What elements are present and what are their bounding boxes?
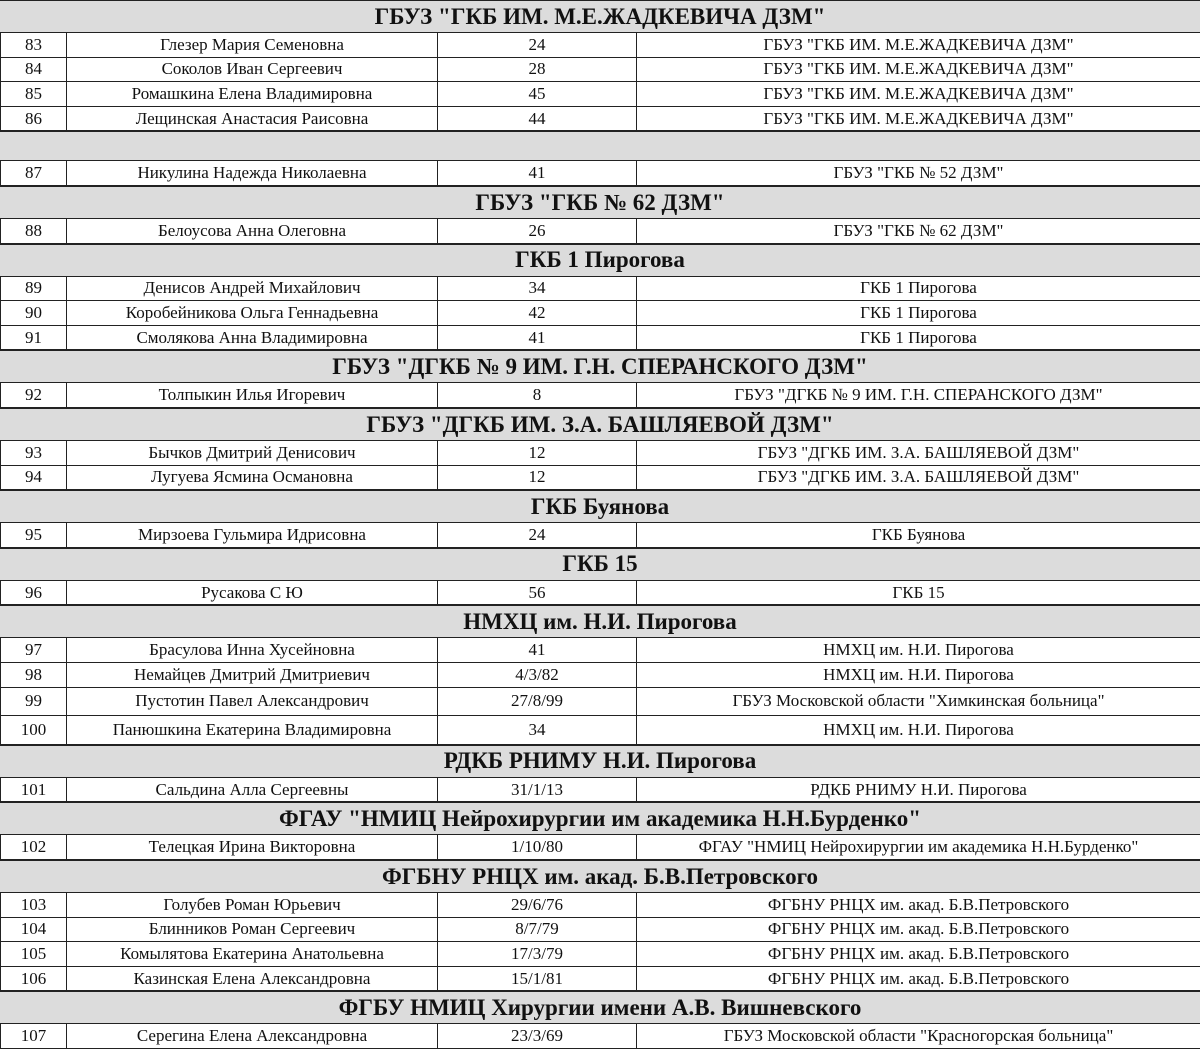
person-name: Немайцев Дмитрий Дмитриевич (67, 663, 438, 687)
row-number: 85 (0, 82, 67, 106)
row-number: 103 (0, 893, 67, 917)
row-number: 101 (0, 778, 67, 802)
organization-name: ГБУЗ "ДГКБ ИМ. З.А. БАШЛЯЕВОЙ ДЗМ" (757, 442, 1080, 462)
section-title: ГКБ 1 Пирогова (515, 247, 685, 273)
row-value: 8/7/79 (438, 918, 637, 942)
table-row (0, 326, 1200, 351)
row-number: 98 (0, 663, 67, 687)
row-value: 31/1/13 (438, 778, 637, 802)
person-name: Белоусова Анна Олеговна (67, 219, 438, 243)
organization-name: ГБУЗ "ДГКБ ИМ. З.А. БАШЛЯЕВОЙ ДЗМ" (757, 467, 1080, 487)
row-value: 29/6/76 (438, 893, 637, 917)
row-number: 87 (0, 161, 67, 185)
row-number: 88 (0, 219, 67, 243)
section-header (0, 244, 1200, 277)
organization-name: ФГБНУ РНЦХ им. акад. Б.В.Петровского (767, 968, 1070, 988)
person-name: Ромашкина Елена Владимировна (67, 82, 438, 106)
table-row (0, 441, 1200, 466)
person-name: Бычков Дмитрий Денисович (67, 441, 438, 465)
row-value: 24 (438, 33, 637, 57)
organization-name: ФГБНУ РНЦХ им. акад. Б.В.Петровского (767, 894, 1070, 914)
section-header (0, 991, 1200, 1024)
organization-name: ГБУЗ "ГКБ № 52 ДЗМ" (833, 163, 1004, 183)
table-row (0, 1024, 1200, 1049)
row-value: 27/8/99 (438, 688, 637, 716)
row-value: 42 (438, 301, 637, 325)
section-title: ГКБ 15 (562, 551, 638, 577)
row-number: 97 (0, 638, 67, 662)
section-header (0, 350, 1200, 383)
row-number: 107 (0, 1024, 67, 1048)
section-header (0, 548, 1200, 581)
section-header (0, 745, 1200, 778)
section-title: НМХЦ им. Н.И. Пирогова (463, 608, 737, 634)
section-title: ГКБ Буянова (530, 493, 670, 519)
organization-name: НМХЦ им. Н.И. Пирогова (823, 719, 1014, 739)
row-number: 96 (0, 581, 67, 605)
table-row (0, 688, 1200, 717)
section-header (0, 605, 1200, 638)
person-name: Смолякова Анна Владимировна (67, 326, 438, 350)
row-value: 23/3/69 (438, 1024, 637, 1048)
table-row (0, 835, 1200, 860)
row-value: 44 (438, 107, 637, 131)
row-value: 56 (438, 581, 637, 605)
organization-name: ГКБ 1 Пирогова (860, 302, 977, 322)
table-row (0, 219, 1200, 244)
row-value: 28 (438, 58, 637, 82)
row-value: 41 (438, 161, 637, 185)
row-number: 94 (0, 466, 67, 490)
section-title: ГБУЗ "ГКБ № 62 ДЗМ" (475, 189, 725, 215)
organization-name: НМХЦ им. Н.И. Пирогова (823, 640, 1014, 660)
section-title: ГБУЗ "ДГКБ № 9 ИМ. Г.Н. СПЕРАНСКОГО ДЗМ" (332, 353, 868, 379)
row-number: 95 (0, 523, 67, 547)
organization-name: НМХЦ им. Н.И. Пирогова (823, 664, 1014, 684)
person-name: Комылятова Екатерина Анатольевна (67, 942, 438, 966)
person-name: Серегина Елена Александровна (67, 1024, 438, 1048)
table-row (0, 523, 1200, 548)
row-value: 41 (438, 638, 637, 662)
table-row (0, 277, 1200, 302)
section-header (0, 186, 1200, 219)
table-row (0, 161, 1200, 186)
section-header (0, 490, 1200, 523)
row-number: 89 (0, 277, 67, 301)
person-name: Брасулова Инна Хусейновна (67, 638, 438, 662)
row-number: 105 (0, 942, 67, 966)
row-value: 34 (438, 277, 637, 301)
organization-name: ГКБ 1 Пирогова (860, 327, 977, 347)
row-number: 86 (0, 107, 67, 131)
section-header (0, 0, 1200, 33)
organization-name: ФГБНУ РНЦХ им. акад. Б.В.Петровского (767, 943, 1070, 963)
person-name: Сальдина Алла Сергеевны (67, 778, 438, 802)
person-name: Глезер Мария Семеновна (67, 33, 438, 57)
row-value: 41 (438, 326, 637, 350)
section-title: ФГБУ НМИЦ Хирургии имени А.В. Вишневского (338, 994, 862, 1020)
person-name: Панюшкина Екатерина Владимировна (67, 716, 438, 744)
section-title: ФГБНУ РНЦХ им. акад. Б.В.Петровского (382, 863, 818, 889)
person-name: Толпыкин Илья Игоревич (67, 383, 438, 407)
section-header (0, 408, 1200, 441)
person-name: Денисов Андрей Михайлович (67, 277, 438, 301)
table-row (0, 967, 1200, 992)
table-row (0, 918, 1200, 943)
row-value: 4/3/82 (438, 663, 637, 687)
organization-name: ГБУЗ "ГКБ ИМ. М.Е.ЖАДКЕВИЧА ДЗМ" (763, 34, 1074, 54)
row-number: 99 (0, 688, 67, 716)
row-value: 45 (438, 82, 637, 106)
row-number: 91 (0, 326, 67, 350)
section-spacer (0, 131, 1200, 161)
organization-name: ГКБ 1 Пирогова (860, 278, 977, 298)
table-row (0, 581, 1200, 606)
row-value: 15/1/81 (438, 967, 637, 991)
row-value: 24 (438, 523, 637, 547)
section-header (0, 860, 1200, 893)
row-number: 104 (0, 918, 67, 942)
person-name: Никулина Надежда Николаевна (67, 161, 438, 185)
organization-name: ГБУЗ "ГКБ № 62 ДЗМ" (833, 220, 1004, 240)
row-number: 84 (0, 58, 67, 82)
table-row (0, 383, 1200, 408)
table-row (0, 107, 1200, 132)
table-row (0, 82, 1200, 107)
row-value: 17/3/79 (438, 942, 637, 966)
organization-name: ФГАУ "НМИЦ Нейрохирургии им академика Н.Н.Бурденко" (698, 837, 1139, 857)
table-row (0, 942, 1200, 967)
organization-name: ГБУЗ "ГКБ ИМ. М.Е.ЖАДКЕВИЧА ДЗМ" (763, 108, 1074, 128)
table-row (0, 778, 1200, 803)
organization-name: ГБУЗ "ДГКБ № 9 ИМ. Г.Н. СПЕРАНСКОГО ДЗМ" (734, 385, 1103, 405)
row-value: 12 (438, 466, 637, 490)
table-row (0, 33, 1200, 58)
person-name: Казинская Елена Александровна (67, 967, 438, 991)
organization-name: ГКБ Буянова (871, 524, 966, 544)
section-header (0, 802, 1200, 835)
organization-name: ГБУЗ "ГКБ ИМ. М.Е.ЖАДКЕВИЧА ДЗМ" (763, 59, 1074, 79)
row-value: 34 (438, 716, 637, 744)
row-number: 93 (0, 441, 67, 465)
table-row (0, 58, 1200, 83)
person-name: Лугуева Ясмина Османовна (67, 466, 438, 490)
person-name: Соколов Иван Сергеевич (67, 58, 438, 82)
table-row (0, 466, 1200, 491)
table-row (0, 638, 1200, 663)
person-name: Русакова С Ю (67, 581, 438, 605)
person-name: Телецкая Ирина Викторовна (67, 835, 438, 859)
organization-name: РДКБ РНИМУ Н.И. Пирогова (810, 779, 1027, 799)
row-value: 12 (438, 441, 637, 465)
person-name: Мирзоева Гульмира Идрисовна (67, 523, 438, 547)
section-title: ГБУЗ "ДГКБ ИМ. З.А. БАШЛЯЕВОЙ ДЗМ" (366, 411, 834, 437)
row-number: 90 (0, 301, 67, 325)
organization-name: ГБУЗ Московской области "Красногорская больница" (723, 1026, 1114, 1046)
person-name: Голубев Роман Юрьевич (67, 893, 438, 917)
person-name: Блинников Роман Сергеевич (67, 918, 438, 942)
section-title: РДКБ РНИМУ Н.И. Пирогова (443, 748, 757, 774)
row-number: 92 (0, 383, 67, 407)
organization-name: ГБУЗ "ГКБ ИМ. М.Е.ЖАДКЕВИЧА ДЗМ" (763, 83, 1074, 103)
row-value: 1/10/80 (438, 835, 637, 859)
row-number: 106 (0, 967, 67, 991)
table-row (0, 716, 1200, 745)
row-number: 102 (0, 835, 67, 859)
section-title: ГБУЗ "ГКБ ИМ. М.Е.ЖАДКЕВИЧА ДЗМ" (374, 3, 826, 29)
row-value: 26 (438, 219, 637, 243)
person-name: Коробейникова Ольга Геннадьевна (67, 301, 438, 325)
organization-name: ГБУЗ Московской области "Химкинская больница" (732, 691, 1105, 711)
row-value: 8 (438, 383, 637, 407)
person-name: Пустотин Павел Александрович (67, 688, 438, 716)
table-row (0, 301, 1200, 326)
person-name: Лещинская Анастасия Раисовна (67, 107, 438, 131)
row-number: 83 (0, 33, 67, 57)
section-title: ФГАУ "НМИЦ Нейрохирургии им академика Н.Н.Бурденко" (278, 805, 921, 831)
row-number: 100 (0, 716, 67, 744)
table-row (0, 893, 1200, 918)
organization-name: ГКБ 15 (892, 582, 945, 602)
table-row (0, 663, 1200, 688)
organization-name: ФГБНУ РНЦХ им. акад. Б.В.Петровского (767, 919, 1070, 939)
